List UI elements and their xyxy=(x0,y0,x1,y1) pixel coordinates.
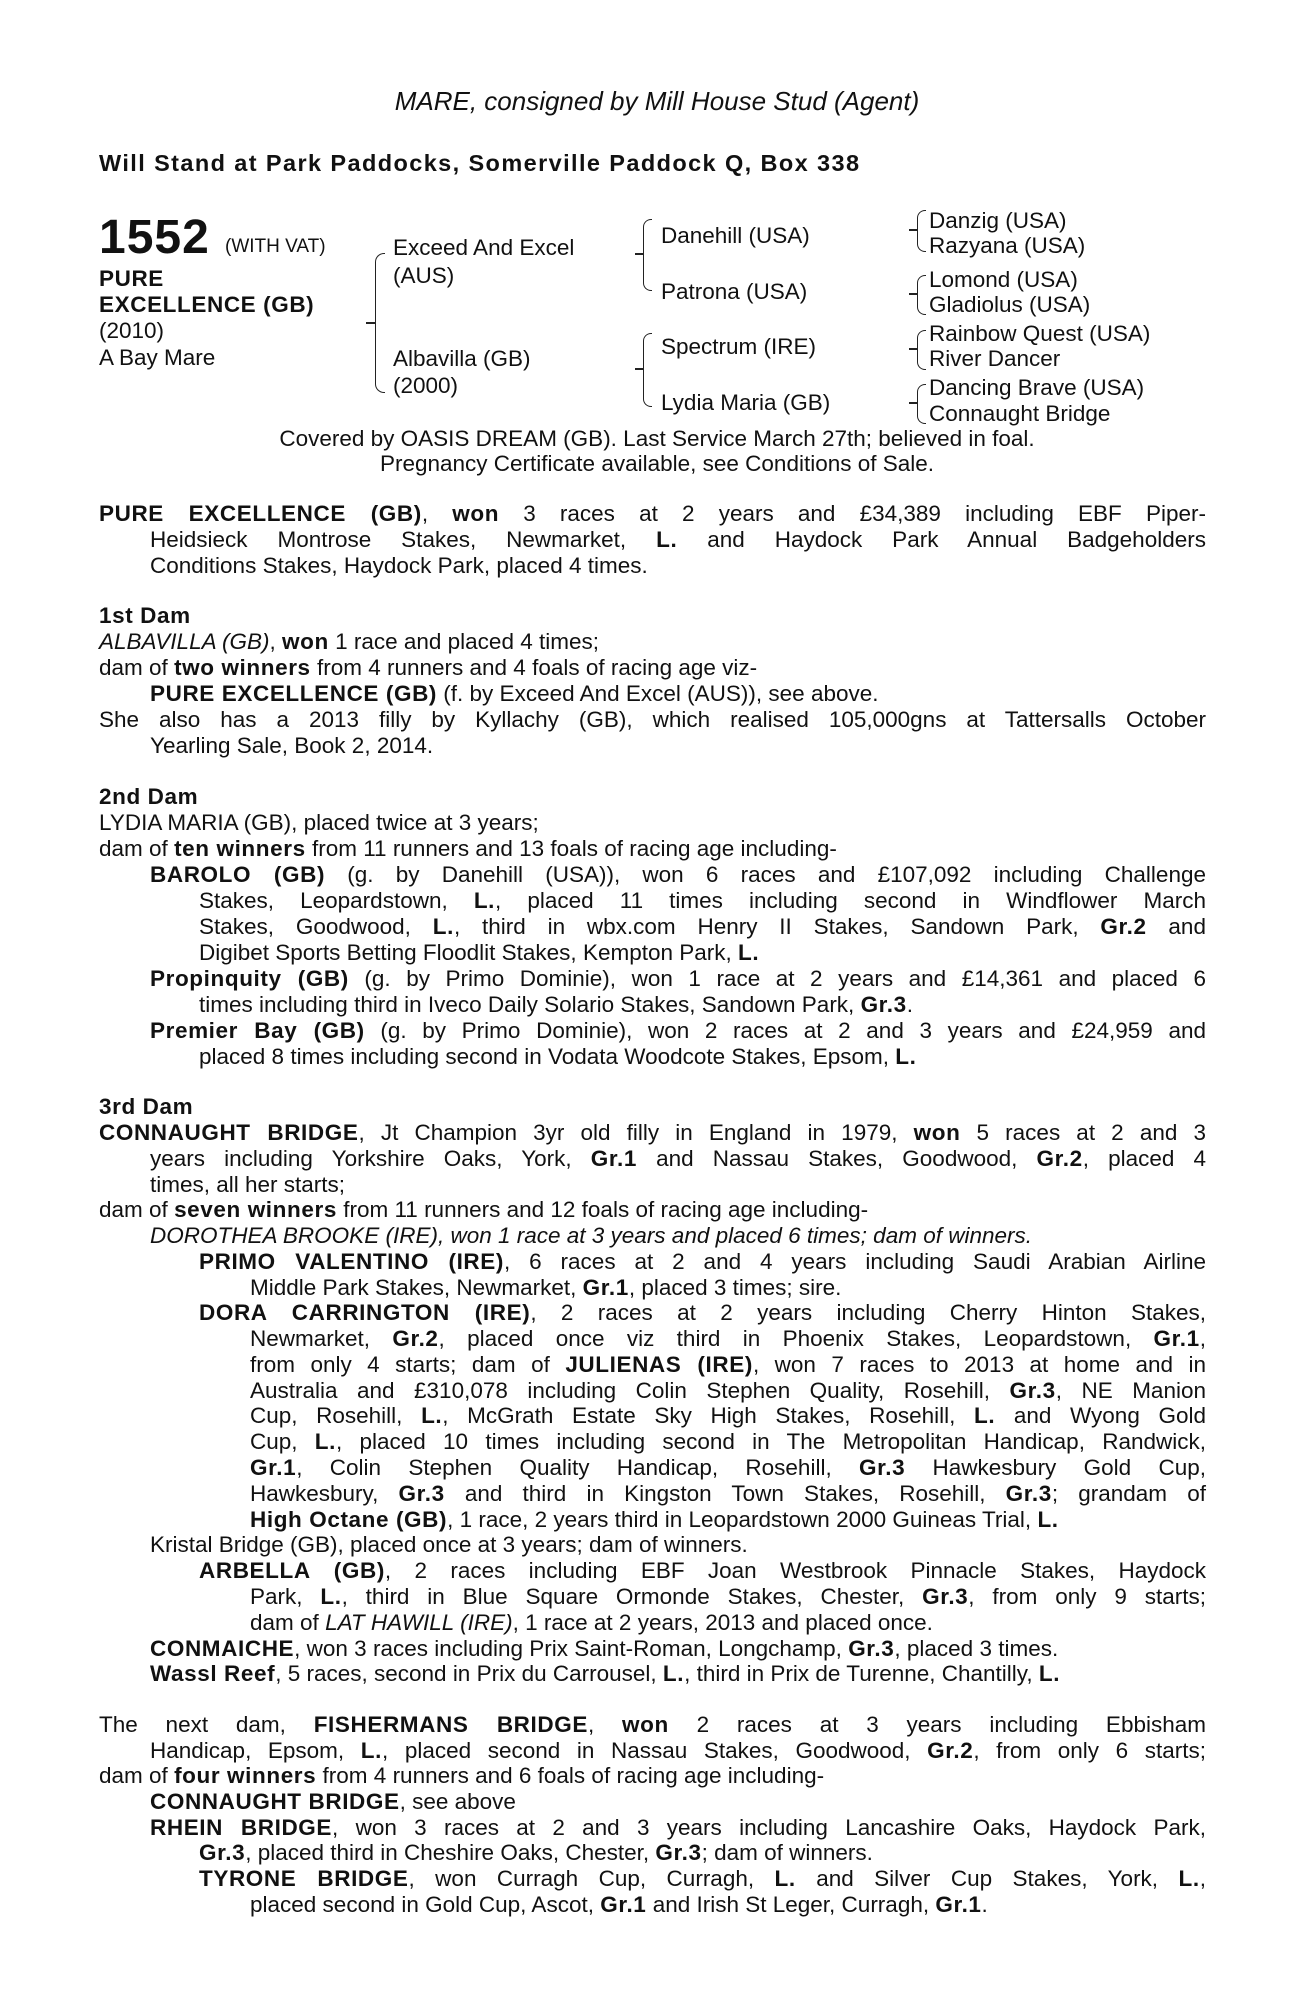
high-octane-name: High Octane (GB) xyxy=(250,1507,448,1532)
tyrone-bridge-text2c: and Irish St Leger, Curragh, xyxy=(652,1892,930,1917)
propinquity-text2: times including third in Iveco Daily Solario Stakes, Sandown Park, xyxy=(199,992,855,1017)
stand-location: Will Stand at Park Paddocks, Somerville Paddock Q, Box 338 xyxy=(99,150,861,176)
primo-line2 xyxy=(250,1275,841,1301)
dam-sire-dam: River Dancer xyxy=(929,346,1061,371)
first-dam-offspring1-name: PURE EXCELLENCE (GB) xyxy=(150,681,438,706)
summary-text1: 3 races at 2 years and £34,389 including EBF Piper- xyxy=(523,501,1206,526)
next-dam-name: FISHERMANS BRIDGE xyxy=(313,1712,588,1737)
covered-note: Covered by OASIS DREAM (GB). Last Service March 27th; believed in foal. xyxy=(279,426,1035,451)
first-dam-line5: Yearling Sale, Book 2, 2014. xyxy=(150,733,434,758)
rhein-bridge-group3b: Gr.3 xyxy=(655,1840,702,1865)
tyrone-bridge-text2a: placed second in Gold Cup, Ascot, xyxy=(250,1892,594,1917)
rhein-bridge-name: RHEIN BRIDGE xyxy=(150,1815,333,1840)
dora-text3c: , won 7 races to 2013 at home and in xyxy=(752,1352,1206,1377)
pregnancy-note: Pregnancy Certificate available, see Conditions of Sale. xyxy=(379,451,935,476)
next-dam-text3c: from 4 runners and 6 foals of racing age including- xyxy=(322,1763,825,1788)
third-dam-heading: 3rd Dam xyxy=(99,1094,194,1119)
next-dam-line3 xyxy=(99,1763,824,1789)
dora-line4 xyxy=(250,1378,1206,1404)
dam-name: Albavilla (GB) xyxy=(393,346,531,371)
dora-group3b: Gr.3 xyxy=(859,1455,906,1480)
rhein-bridge-text2d: ; dam of winners. xyxy=(701,1840,873,1865)
rhein-bridge-group3a: Gr.3 xyxy=(199,1840,246,1865)
premier-bay-line1 xyxy=(150,1018,1206,1044)
wassl-reef-line xyxy=(150,1661,1060,1687)
julienas-name: JULIENAS (IRE) xyxy=(565,1352,753,1377)
arbella-text2a: Park, xyxy=(250,1584,303,1609)
dora-line3 xyxy=(250,1352,1206,1378)
third-dam-text4: from 11 runners and 12 foals of racing age including- xyxy=(343,1197,869,1222)
third-dam-text1b: 5 races at 2 and 3 xyxy=(976,1120,1206,1145)
barolo-listed3: L. xyxy=(738,940,760,965)
tyrone-bridge-listed1: L. xyxy=(774,1866,796,1891)
second-dam-line1: LYDIA MARIA (GB), placed twice at 3 years; xyxy=(99,810,539,835)
third-dam-group2: Gr.2 xyxy=(1036,1146,1083,1171)
barolo-text4a: Digibet Sports Betting Floodlit Stakes, Kempton Park, xyxy=(199,940,732,965)
dora-group3c: Gr.3 xyxy=(398,1481,445,1506)
pedigree-brace-sd xyxy=(917,275,926,315)
second-dam-heading: 2nd Dam xyxy=(99,784,199,809)
primo-text1: , 6 races at 2 and 4 years including Saudi Arabian Airline xyxy=(503,1249,1206,1274)
conmaiche-line xyxy=(150,1636,1058,1662)
barolo-text1: (g. by Danehill (USA)), won 6 races and £107,092 including Challenge xyxy=(347,862,1206,887)
first-dam-winners: two winners xyxy=(174,655,311,680)
next-dam-listed: L. xyxy=(360,1738,382,1763)
first-dam-name: ALBAVILLA (GB) xyxy=(99,629,270,654)
primo-text2c: , placed 3 times; sire. xyxy=(628,1275,842,1300)
next-dam-comma: , xyxy=(587,1712,595,1737)
pedigree-brace-ss xyxy=(917,210,926,252)
pedigree-brace-sire-tip xyxy=(635,253,643,255)
dora-text4c: , NE Manion xyxy=(1055,1378,1206,1403)
pedigree-brace-sire xyxy=(643,219,652,291)
arbella-line2 xyxy=(250,1584,1206,1610)
summary-line1: PURE EXCELLENCE (GB), won 3 races at 2 years and £34,389 including EBF Piper- xyxy=(99,501,1206,526)
dora-text9b: , 1 race, 2 years third in Leopardstown 2000 Guineas Trial, xyxy=(447,1507,1032,1532)
next-dam-text2e: , from only 6 starts; xyxy=(973,1738,1206,1763)
sire-dam-dam: Gladiolus (USA) xyxy=(929,292,1091,317)
next-dam-damof: dam of xyxy=(99,1763,168,1788)
dam-year: (2000) xyxy=(393,373,459,398)
propinquity-text1: (g. by Primo Dominie), won 1 race at 2 years and £14,361 and placed 6 xyxy=(364,966,1206,991)
first-dam-text2: from 4 runners and 4 foals of racing age viz- xyxy=(316,655,758,680)
dora-group1: Gr.1 xyxy=(1153,1326,1200,1351)
barolo-line4 xyxy=(199,940,759,966)
dora-text5a: Cup, Rosehill, xyxy=(250,1403,403,1428)
sire-sire: Danehill (USA) xyxy=(661,223,810,248)
dam-sire-sire: Rainbow Quest (USA) xyxy=(929,321,1151,346)
summary-text2: Heidsieck Montrose Stakes, Newmarket, xyxy=(150,527,627,552)
dora-text8e: ; grandam of xyxy=(1051,1481,1206,1506)
pedigree-brace-dd-tip xyxy=(909,402,917,404)
tyrone-bridge-group1b: Gr.1 xyxy=(935,1892,982,1917)
first-dam-line4: She also has a 2013 filly by Kyllachy (GB), which realised 105,000gns at Tattersalls October xyxy=(99,707,1206,732)
premier-bay-text1: (g. by Primo Dominie), won 2 races at 2 and 3 years and £24,959 and xyxy=(380,1018,1206,1043)
next-dam-text2c: , placed second in Nassau Stakes, Goodwood, xyxy=(381,1738,911,1763)
second-dam-damof: dam of xyxy=(99,836,168,861)
rhein-bridge-text2b: , placed third in Cheshire Oaks, Chester, xyxy=(245,1840,650,1865)
dora-line6 xyxy=(250,1429,1206,1455)
arbella-text1: , 2 races including EBF Joan Westbrook Pinnacle Stakes, Haydock xyxy=(384,1558,1207,1583)
next-dam-text1a: The next dam, xyxy=(99,1712,286,1737)
third-dam-line4 xyxy=(99,1197,868,1223)
barolo-text3e: and xyxy=(1168,914,1206,939)
summary-text3: and Haydock Park Annual Badgeholders xyxy=(707,527,1206,552)
conmaiche-group3: Gr.3 xyxy=(848,1636,895,1661)
propinquity-name: Propinquity (GB) xyxy=(150,966,349,991)
pedigree-brace-ss-tip xyxy=(909,229,917,231)
sire-country: (AUS) xyxy=(393,263,455,288)
dora-group3a: Gr.3 xyxy=(1009,1378,1056,1403)
dora-group2: Gr.2 xyxy=(392,1326,439,1351)
dora-listed1: L. xyxy=(421,1403,443,1428)
arbella-text2e: , from only 9 starts; xyxy=(968,1584,1206,1609)
premier-bay-line2 xyxy=(199,1044,916,1070)
dora-listed2: L. xyxy=(974,1403,996,1428)
first-dam-line2 xyxy=(99,655,757,681)
propinquity-group3: Gr.3 xyxy=(860,992,907,1017)
pedigree-brace-sd-tip xyxy=(909,293,917,295)
barolo-listed2: L. xyxy=(432,914,454,939)
horse-name-line1: PURE xyxy=(99,266,164,291)
third-dam-winners: seven winners xyxy=(174,1197,337,1222)
dora-group3d: Gr.3 xyxy=(1005,1481,1052,1506)
dora-name: DORA CARRINGTON (IRE) xyxy=(199,1300,531,1325)
vat-note: (WITH VAT) xyxy=(225,236,326,257)
premier-bay-listed: L. xyxy=(895,1044,917,1069)
first-dam-damof: dam of xyxy=(99,655,168,680)
wassl-reef-text-a: , 5 races, second in Prix du Carrousel, xyxy=(275,1661,657,1686)
arbella-listed: L. xyxy=(320,1584,342,1609)
summary-line3: Conditions Stakes, Haydock Park, placed 4 times. xyxy=(150,553,648,578)
barolo-text2a: Stakes, Leopardstown, xyxy=(199,888,448,913)
dora-group1b: Gr.1 xyxy=(250,1455,297,1480)
tyrone-bridge-name: TYRONE BRIDGE xyxy=(199,1866,409,1891)
third-dam-group1: Gr.1 xyxy=(590,1146,637,1171)
horse-description: A Bay Mare xyxy=(99,345,216,370)
dora-text2c: , placed once viz third in Phoenix Stakes, Leopardstown, xyxy=(438,1326,1132,1351)
tyrone-bridge-listed2: L. xyxy=(1178,1866,1200,1891)
tyrone-bridge-text1e: , xyxy=(1199,1866,1206,1891)
barolo-text2c: , placed 11 times including second in Windflower March xyxy=(495,888,1206,913)
tyrone-bridge-text2e: . xyxy=(981,1892,988,1917)
third-dam-won: won xyxy=(913,1120,961,1145)
arbella-group3: Gr.3 xyxy=(922,1584,969,1609)
first-dam-heading: 1st Dam xyxy=(99,603,191,628)
third-dam-line2 xyxy=(150,1146,1206,1172)
third-dam-text2b: and Nassau Stakes, Goodwood, xyxy=(656,1146,1018,1171)
third-dam-damof: dam of xyxy=(99,1197,168,1222)
dam-dam-dam: Connaught Bridge xyxy=(929,401,1111,426)
first-dam-offspring1 xyxy=(150,681,879,707)
dora-line9 xyxy=(250,1507,1059,1533)
second-dam-text2: from 11 runners and 13 foals of racing age including- xyxy=(311,836,837,861)
dora-text1: , 2 races at 2 years including Cherry Hinton Stakes, xyxy=(530,1300,1207,1325)
sire-sire-sire: Danzig (USA) xyxy=(929,208,1067,233)
sire-name: Exceed And Excel xyxy=(393,235,575,260)
barolo-group2: Gr.2 xyxy=(1100,914,1147,939)
arbella-line3 xyxy=(250,1610,933,1636)
dora-line1 xyxy=(199,1300,1206,1326)
primo-text2a: Middle Park Stakes, Newmarket, xyxy=(250,1275,577,1300)
kristal-bridge: Kristal Bridge (GB), placed once at 3 years; dam of winners. xyxy=(150,1532,748,1557)
pedigree-brace-main xyxy=(375,253,385,393)
dam-dam-sire: Dancing Brave (USA) xyxy=(929,375,1145,400)
pedigree-brace-main-tip xyxy=(366,322,375,324)
tyrone-bridge-group1a: Gr.1 xyxy=(600,1892,647,1917)
first-dam-line1: ALBAVILLA (GB), won 1 race and placed 4 times; xyxy=(99,629,599,654)
foaling-year: (2010) xyxy=(99,318,165,343)
next-dam-won: won xyxy=(622,1712,669,1737)
barolo-listed1: L. xyxy=(473,888,496,913)
sire-sire-dam: Razyana (USA) xyxy=(929,233,1086,258)
primo-name: PRIMO VALENTINO (IRE) xyxy=(199,1249,504,1274)
next-dam-winners: four winners xyxy=(174,1763,317,1788)
dora-line5 xyxy=(250,1403,1206,1429)
first-dam-won: won xyxy=(282,629,329,654)
barolo-text3a: Stakes, Goodwood, xyxy=(199,914,411,939)
conmaiche-text-a: , won 3 races including Prix Saint-Roman, Longchamp, xyxy=(294,1636,842,1661)
first-dam-text1: 1 race and placed 4 times; xyxy=(335,629,599,654)
summary-won: won xyxy=(452,501,500,526)
propinquity-line1 xyxy=(150,966,1206,992)
next-dam-text1c: 2 races at 3 years including Ebbisham xyxy=(696,1712,1206,1737)
summary-listed: L. xyxy=(656,527,678,552)
third-dam-text2c: , placed 4 xyxy=(1082,1146,1206,1171)
consignor-title: MARE, consigned by Mill House Stud (Agent) xyxy=(394,86,920,116)
pedigree-brace-dam xyxy=(643,333,652,407)
rhein-bridge-line2 xyxy=(199,1840,873,1866)
dora-text5c: , McGrath Estate Sky High Stakes, Rosehill, xyxy=(442,1403,956,1428)
dora-listed4: L. xyxy=(1037,1507,1059,1532)
dorothea-brooke: DOROTHEA BROOKE (IRE), won 1 race at 3 years and placed 6 times; dam of winners. xyxy=(150,1223,1032,1248)
first-dam-offspring1-text: (f. by Exceed And Excel (AUS)), see above. xyxy=(443,681,879,706)
next-dam-line2 xyxy=(150,1738,1206,1764)
primo-line1 xyxy=(199,1249,1206,1275)
tyrone-bridge-text1c: and Silver Cup Stakes, York, xyxy=(816,1866,1159,1891)
dam-dam: Lydia Maria (GB) xyxy=(661,390,831,415)
third-dam-text2a: years including Yorkshire Oaks, York, xyxy=(150,1146,572,1171)
dora-text8c: and third in Kingston Town Stakes, Rosehill, xyxy=(464,1481,986,1506)
second-dam-line2 xyxy=(99,836,837,862)
dora-text2e: , xyxy=(1199,1326,1206,1351)
pedigree-brace-ds-tip xyxy=(909,348,917,350)
lot-number: 1552 xyxy=(99,211,210,264)
second-dam-winners: ten winners xyxy=(174,836,306,861)
barolo-name: BAROLO (GB) xyxy=(150,862,326,887)
next-dam-group2: Gr.2 xyxy=(927,1738,974,1763)
conmaiche-name: CONMAICHE xyxy=(150,1636,295,1661)
dora-text6a: Cup, xyxy=(250,1429,298,1454)
connaught-bridge-name: CONNAUGHT BRIDGE xyxy=(150,1789,400,1814)
arbella-text3c: , 1 race at 2 years, 2013 and placed once. xyxy=(512,1610,933,1635)
summary-line2 xyxy=(150,527,1206,553)
dora-listed3: L. xyxy=(314,1429,336,1454)
dora-line8 xyxy=(250,1481,1206,1507)
dora-line7 xyxy=(250,1455,1206,1481)
barolo-line1 xyxy=(150,862,1206,888)
wassl-reef-listed1: L. xyxy=(662,1661,685,1686)
dora-text7d: Hawkesbury Gold Cup, xyxy=(932,1455,1206,1480)
dora-text8a: Hawkesbury, xyxy=(250,1481,379,1506)
wassl-reef-name: Wassl Reef xyxy=(150,1661,276,1686)
sire-dam: Patrona (USA) xyxy=(661,279,808,304)
summary-horse-name: PURE EXCELLENCE (GB) xyxy=(99,501,422,526)
arbella-line1 xyxy=(199,1558,1206,1584)
third-dam-name: CONNAUGHT BRIDGE xyxy=(99,1120,359,1145)
dora-text3a: from only 4 starts; dam of xyxy=(250,1352,550,1377)
lat-hawill-name: LAT HAWILL (IRE) xyxy=(325,1610,513,1635)
dora-text5e: and Wyong Gold xyxy=(1013,1403,1206,1428)
propinquity-line2: times including third in Iveco Daily Solario Stakes, Sandown Park, Gr.3. xyxy=(199,992,914,1017)
horse-name-line2: EXCELLENCE (GB) xyxy=(99,292,315,317)
connaught-bridge-ref xyxy=(150,1789,516,1815)
arbella-name: ARBELLA (GB) xyxy=(199,1558,385,1583)
dora-text4a: Australia and £310,078 including Colin Stephen Quality, Rosehill, xyxy=(250,1378,991,1403)
arbella-text2c: , third in Blue Square Ormonde Stakes, Chester, xyxy=(341,1584,905,1609)
tyrone-bridge-line2 xyxy=(250,1892,988,1918)
primo-group1: Gr.1 xyxy=(582,1275,629,1300)
next-dam-line1 xyxy=(99,1712,1206,1738)
wassl-reef-text-c: , third in Prix de Turenne, Chantilly, xyxy=(684,1661,1033,1686)
pedigree-brace-ds xyxy=(917,330,926,370)
dora-text7b: , Colin Stephen Quality Handicap, Rosehill, xyxy=(296,1455,832,1480)
wassl-reef-listed2: L. xyxy=(1038,1661,1061,1686)
pedigree-brace-dd xyxy=(917,384,926,424)
premier-bay-text2: placed 8 times including second in Vodata Woodcote Stakes, Epsom, xyxy=(199,1044,889,1069)
pedigree-brace-dam-tip xyxy=(635,368,643,370)
barolo-line2 xyxy=(199,888,1206,914)
rhein-bridge-line1 xyxy=(150,1815,1206,1841)
tyrone-bridge-line1 xyxy=(199,1866,1206,1892)
dora-text6c: , placed 10 times including second in The Metropolitan Handicap, Randwick, xyxy=(335,1429,1206,1454)
third-dam-text1a: , Jt Champion 3yr old filly in England in 1979, xyxy=(358,1120,898,1145)
dora-text2a: Newmarket, xyxy=(250,1326,371,1351)
third-dam-line1 xyxy=(99,1120,1206,1146)
dam-sire: Spectrum (IRE) xyxy=(661,334,817,359)
arbella-text3a: dam of xyxy=(250,1610,319,1635)
rhein-bridge-text1: , won 3 races at 2 and 3 years including Lancashire Oaks, Haydock Park, xyxy=(332,1815,1206,1840)
third-dam-line3: times, all her starts; xyxy=(150,1172,346,1197)
dora-line2 xyxy=(250,1326,1206,1352)
tyrone-bridge-text1a: , won Curragh Cup, Curragh, xyxy=(408,1866,755,1891)
sire-dam-sire: Lomond (USA) xyxy=(929,267,1078,292)
barolo-line3 xyxy=(199,914,1206,940)
connaught-bridge-text: , see above xyxy=(399,1789,516,1814)
conmaiche-text-c: , placed 3 times. xyxy=(894,1636,1059,1661)
next-dam-text2a: Handicap, Epsom, xyxy=(150,1738,345,1763)
barolo-text3c: , third in wbx.com Henry II Stakes, Sandown Park, xyxy=(453,914,1079,939)
premier-bay-name: Premier Bay (GB) xyxy=(150,1018,365,1043)
